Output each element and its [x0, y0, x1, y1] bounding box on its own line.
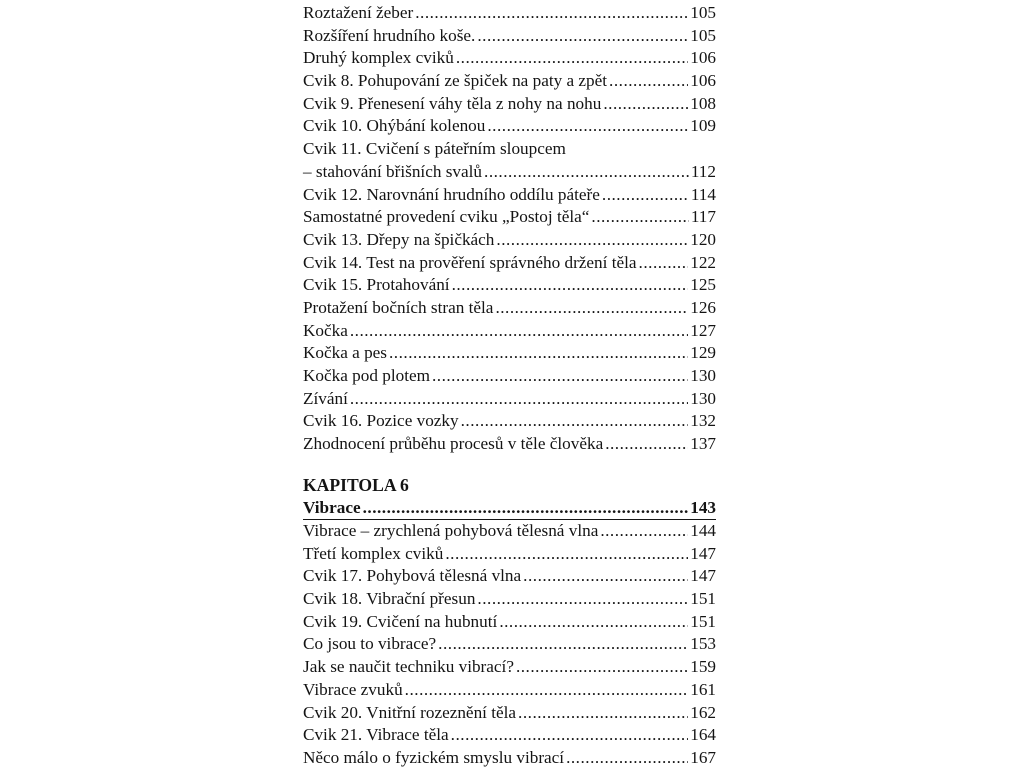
toc-entry-title: Rozšíření hrudního koše.: [303, 25, 476, 45]
toc-entry: [303, 588, 716, 611]
dot-leader: [609, 70, 688, 93]
toc-entry: [303, 342, 716, 365]
dot-leader: [389, 342, 688, 365]
toc-entry-page: 127: [690, 320, 716, 340]
toc-entry-page: 159: [690, 657, 716, 677]
toc-entry: [303, 25, 716, 48]
toc-entry-title: Vibrace – zrychlená pohybová tělesná vlna: [303, 521, 599, 540]
dot-leader: [602, 184, 689, 207]
dot-leader: [639, 252, 689, 275]
chapter-title-entry: [303, 497, 716, 521]
dot-leader: [484, 161, 689, 184]
toc-entry: [303, 184, 716, 207]
toc-entry-page: 125: [690, 275, 716, 295]
toc-entry: [303, 388, 716, 411]
toc-entry-title: Roztažení žeber: [303, 3, 414, 22]
toc-entry: [303, 115, 716, 138]
toc-entry: [303, 138, 716, 161]
dot-leader: [363, 497, 689, 520]
dot-leader: [432, 365, 688, 388]
dot-leader: [452, 274, 689, 297]
toc-entry-title: Cvik 16. Pozice vozky: [303, 411, 459, 431]
toc-entry-title: Zhodnocení průběhu procesů v těle člověka: [303, 434, 604, 454]
toc-entry: [303, 679, 716, 702]
dot-leader: [456, 47, 688, 70]
toc-entry: [303, 320, 716, 343]
dot-leader: [600, 520, 688, 543]
toc-entry: [303, 274, 716, 297]
toc-entry-page: 162: [690, 702, 716, 722]
toc-entry: [303, 252, 716, 275]
toc-entry: [303, 297, 716, 320]
toc-entry: [303, 702, 716, 725]
toc-entry-title: Cvik 21. Vibrace těla: [303, 725, 449, 745]
chapter-heading: KAPITOLA 6: [303, 475, 409, 495]
dot-leader: [350, 388, 688, 411]
toc-entry: [303, 229, 716, 252]
toc-entry-page: 114: [690, 184, 716, 204]
dot-leader: [445, 543, 688, 566]
toc-entry-title: Zívání: [303, 388, 348, 408]
toc-entry-title: Cvik 10. Ohýbání kolenou: [303, 116, 486, 136]
toc-entry-title: Cvik 8. Pohupování ze špiček na paty a zpět: [303, 71, 608, 91]
toc-entry-title: Cvik 20. Vnitřní rozeznění těla: [303, 702, 517, 722]
dot-leader: [451, 724, 689, 747]
chapter-page: 143: [690, 497, 716, 517]
table-of-contents-top: [303, 2, 716, 456]
toc-entry-title: Samostatné provedení cviku „Postoj těla“: [303, 207, 590, 227]
toc-entry: [303, 2, 716, 25]
dot-leader: [477, 588, 688, 611]
dot-leader: [350, 320, 688, 343]
toc-entry: [303, 611, 716, 634]
toc-entry: [303, 656, 716, 679]
toc-entry-title: Jak se naučit techniku vibrací?: [303, 657, 514, 677]
toc-entry: [303, 520, 716, 543]
toc-entry-page: 109: [690, 116, 716, 136]
dot-leader: [518, 702, 688, 725]
toc-entry-title: Cvik 18. Vibrační přesun: [303, 589, 476, 609]
toc-entry-title: Cvik 19. Cvičení na hubnutí: [303, 611, 498, 631]
dot-leader: [603, 93, 688, 116]
toc-entry-page: 126: [690, 297, 716, 317]
dot-leader: [591, 206, 688, 229]
toc-entry-page: 137: [690, 434, 716, 454]
toc-entry-page: 130: [690, 366, 716, 385]
dot-leader: [516, 656, 688, 679]
toc-entry-page: 122: [690, 252, 716, 272]
toc-entry-page: 151: [690, 589, 716, 609]
toc-entry-page: 164: [690, 725, 716, 745]
dot-leader: [487, 115, 688, 138]
toc-entry-title-line2: – stahování břišních svalů: [303, 161, 483, 181]
toc-entry-page: 147: [690, 543, 716, 563]
toc-entry-page: 167: [690, 747, 716, 767]
chapter-title: Vibrace: [303, 497, 361, 517]
toc-entry-page: 106: [690, 71, 716, 91]
toc-entry: [303, 724, 716, 747]
dot-leader: [415, 2, 688, 25]
toc-entry: [303, 206, 716, 229]
dot-leader: [566, 747, 688, 770]
toc-entry: [303, 633, 716, 656]
toc-entry-page: 132: [690, 411, 716, 431]
dot-leader: [405, 679, 689, 702]
toc-entry-page: 144: [690, 521, 716, 540]
toc-entry: [303, 433, 716, 456]
toc-entry-title: Protažení bočních stran těla: [303, 297, 494, 317]
toc-entry: [303, 543, 716, 566]
dot-leader: [477, 25, 688, 48]
toc-entry-page: 151: [690, 611, 716, 631]
toc-entry: [303, 410, 716, 433]
toc-entry-title: Cvik 17. Pohybová tělesná vlna: [303, 566, 522, 586]
toc-entry-page: 130: [690, 388, 716, 408]
toc-entry-page: 112: [690, 161, 716, 181]
toc-entry-title: Kočka a pes: [303, 343, 387, 363]
toc-entry-page: 117: [690, 207, 716, 227]
toc-entry-title: Cvik 14. Test na prověření správného držení těla: [303, 252, 637, 272]
dot-leader: [605, 433, 688, 456]
toc-entry-title: Vibrace zvuků: [303, 679, 403, 699]
toc-entry-page: 106: [690, 48, 716, 68]
toc-entry-page: 147: [690, 566, 716, 586]
toc-entry-continuation: [303, 161, 716, 184]
toc-entry: [303, 565, 716, 588]
toc-entry: [303, 70, 716, 93]
toc-entry-page: 120: [690, 229, 716, 249]
chapter-block: [303, 474, 716, 520]
toc-entry: [303, 365, 716, 388]
dot-leader: [523, 565, 688, 588]
toc-entry-title: Co jsou to vibrace?: [303, 634, 437, 654]
toc-entry-title: Kočka pod plotem: [303, 366, 430, 385]
toc-entry-title: Něco málo o fyzickém smyslu vibrací: [303, 747, 565, 767]
toc-entry-title: Cvik 9. Přenesení váhy těla z nohy na nohu: [303, 93, 602, 113]
toc-entry-title: Druhý komplex cviků: [303, 48, 454, 68]
toc-entry-title: Třetí komplex cviků: [303, 543, 444, 563]
toc-entry-title: Cvik 12. Narovnání hrudního oddílu páteře: [303, 184, 600, 204]
toc-entry-title: Kočka: [303, 320, 348, 340]
toc-entry-page: 129: [690, 343, 716, 363]
toc-entry-page: 108: [690, 93, 716, 113]
dot-leader: [461, 410, 689, 433]
toc-entry: [303, 93, 716, 116]
toc-entry-page: 105: [690, 3, 716, 22]
dot-leader: [438, 633, 688, 656]
toc-entry-page: 105: [690, 25, 716, 45]
toc-entry: [303, 747, 716, 770]
toc-entry-title: Cvik 11. Cvičení s páteřním sloupcem: [303, 139, 566, 159]
dot-leader: [496, 229, 688, 252]
table-of-contents-bottom: [303, 520, 716, 770]
dot-leader: [499, 611, 688, 634]
toc-entry: [303, 47, 716, 70]
toc-entry-page: 161: [690, 679, 716, 699]
toc-entry-title: Cvik 13. Dřepy na špičkách: [303, 229, 495, 249]
toc-entry-title: Cvik 15. Protahování: [303, 275, 450, 295]
toc-entry-page: 153: [690, 634, 716, 654]
dot-leader: [495, 297, 688, 320]
